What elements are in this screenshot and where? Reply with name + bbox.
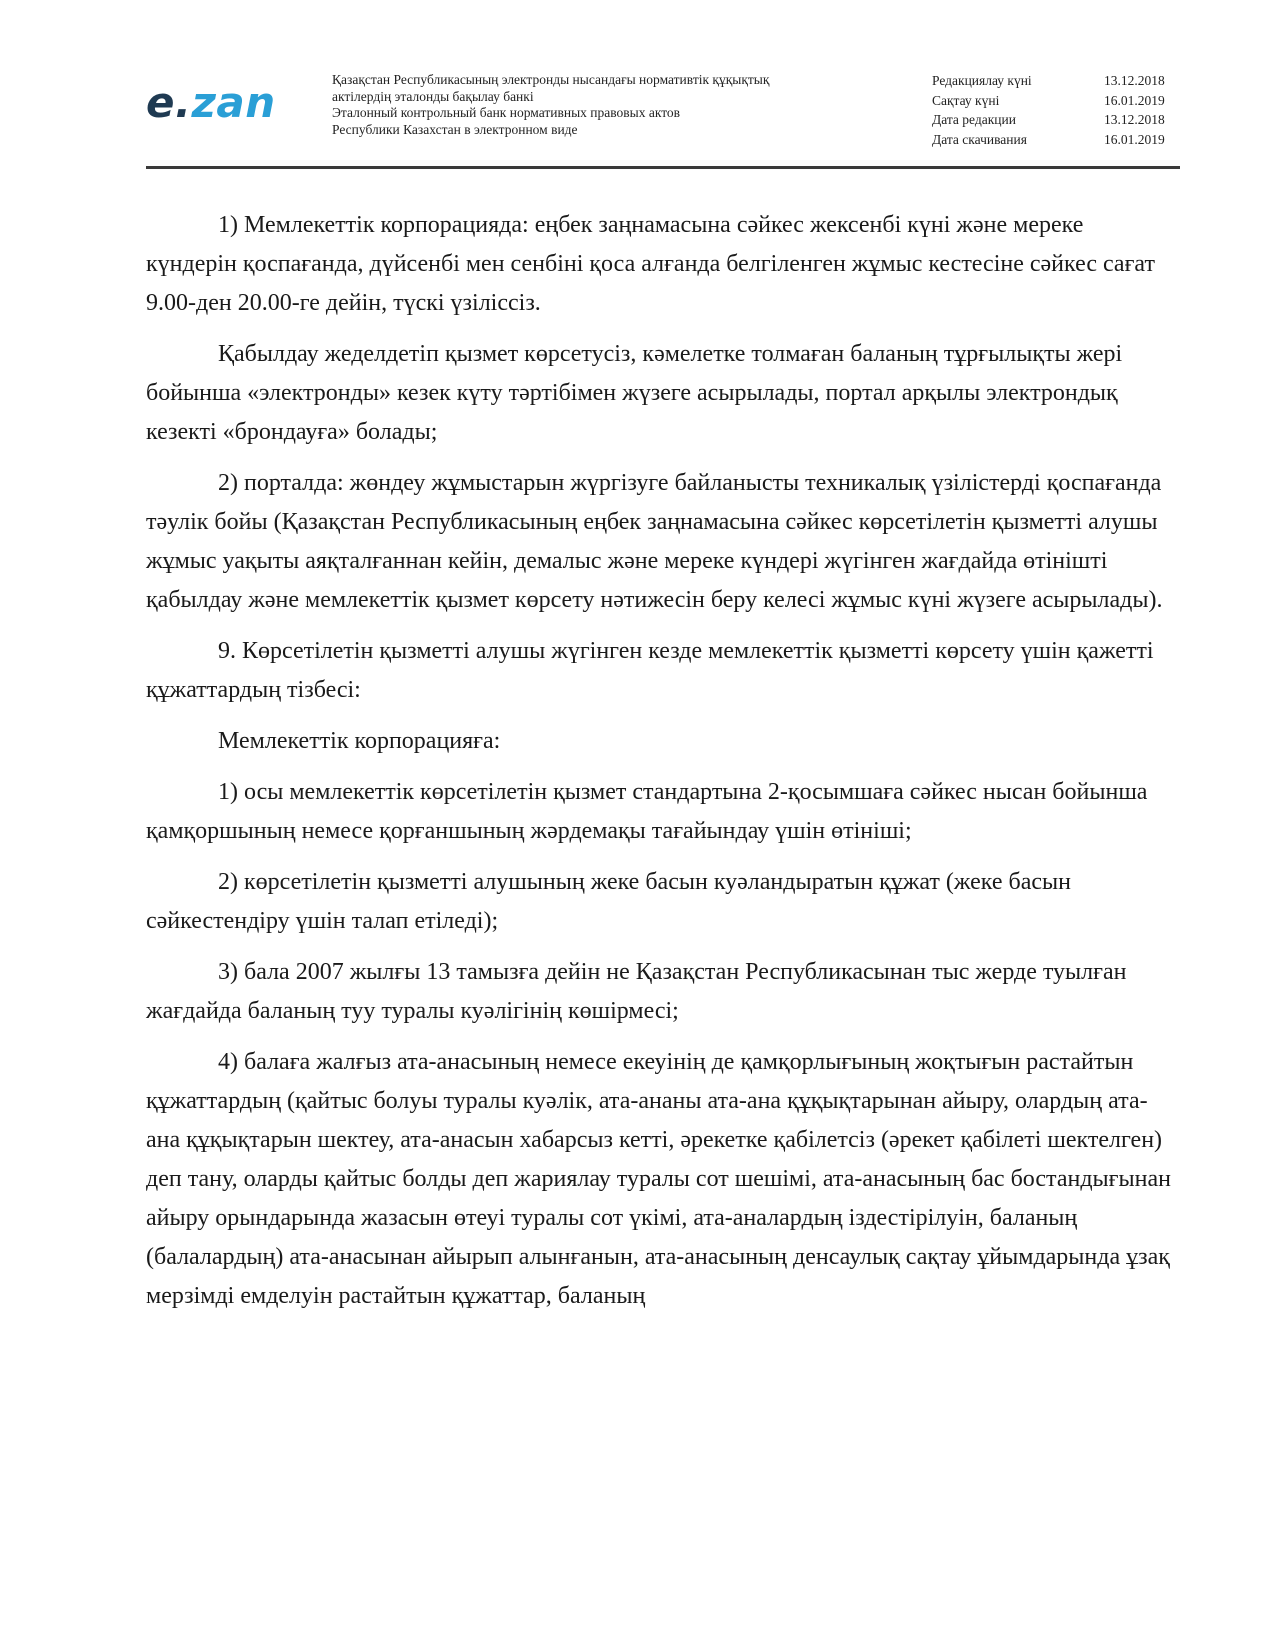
- body-paragraph: 1) Мемлекеттік корпорацияда: еңбек заңнамасына сәйкес жексенбі күні және мереке күндерін қоспағанда, дүйсенбі мен сенбіні қоса алғанда белгіленген жұмыс кестесіне сәйкес сағат 9.00-ден 20.00-ге дейін, түскі үзіліссіз.: [146, 212, 1155, 316]
- source-description: [332, 72, 892, 138]
- body-paragraph: 9. Көрсетілетін қызметті алушы жүгінген кезде мемлекеттік қызметті көрсету үшін қажетті құжаттардың тізбесі:: [146, 638, 1154, 703]
- body-paragraph: 3) бала 2007 жылғы 13 тамызға дейін не Қазақстан Республикасынан тыс жерде туылған жағдайда баланың туу туралы куәлігінің көшірмесі;: [146, 959, 1127, 1024]
- meta-label: Редакциялау күні: [932, 73, 1032, 88]
- meta-value: 16.01.2019: [1104, 92, 1165, 108]
- meta-value: 16.01.2019: [1104, 131, 1165, 147]
- meta-label: Дата редакции: [932, 112, 1016, 127]
- meta-label: Дата скачивания: [932, 131, 1027, 147]
- source-line: актілердің эталонды бақылау банкі: [332, 88, 534, 104]
- meta-row-edit-date-ru: [932, 110, 1180, 130]
- source-line: Республики Казахстан в электронном виде: [332, 121, 578, 137]
- meta-label: Сақтау күні: [932, 92, 1000, 108]
- meta-row-edit-date-kz: [932, 71, 1180, 91]
- body-paragraph: 4) балаға жалғыз ата-анасының немесе екеуінің де қамқорлығының жоқтығын растайтын құжаттардың (қайтыс болуы туралы куәлік, ата-ананы ата-ана құқықтарынан айыру, олардың ата-ана құқықтарын шектеу, ата-анасын хабарсыз кетті, әрекетке қабілетсіз (әрекет қабілеті шектелген) деп тану, оларды қайтыс болды деп жариялау туралы сот шешімі, ата-анасының бас бостандығынан айыру орындарында жазасын өтеуі туралы сот үкімі, ата-аналардың іздестірілуін, баланың (балалардың) ата-анасынан айырып алынғанын, ата-анасының денсаулық сақтау ұйымдарында ұзақ мерзімді емделуін растайтын құжаттар, баланың: [146, 1049, 1171, 1309]
- body-paragraph: Қабылдау жеделдетіп қызмет көрсетусіз, кәмелетке толмаған баланың тұрғылықты жері бойынша «электронды» кезек күту тәртібімен жүзеге асырылады, портал арқылы электрондық кезекті «брондауға» болады;: [146, 341, 1123, 445]
- body-paragraph: 1) осы мемлекеттік көрсетілетін қызмет стандартына 2-қосымшаға сәйкес нысан бойынша қамқоршының немесе қорғаншының жәрдемақы тағайындау үшін өтініші;: [146, 779, 1148, 844]
- logo-suffix: zan: [191, 78, 276, 127]
- ezan-logo: [146, 78, 276, 127]
- document-header: [146, 68, 1180, 169]
- meta-row-download-date-ru: [932, 130, 1180, 150]
- logo-dot: .: [175, 78, 192, 127]
- meta-row-save-date-kz: [932, 91, 1180, 111]
- document-dates: [932, 71, 1180, 149]
- logo-prefix: e: [146, 78, 175, 127]
- meta-value: 13.12.2018: [1104, 112, 1165, 127]
- body-paragraph: 2) көрсетілетін қызметті алушының жеке басын куәландыратын құжат (жеке басын сәйкестендіру үшін талап етіледі);: [146, 869, 1071, 934]
- meta-value: 13.12.2018: [1104, 73, 1165, 88]
- document-body: [146, 206, 1180, 1328]
- source-line: Эталонный контрольный банк нормативных правовых актов: [332, 105, 681, 120]
- body-paragraph: 2) порталда: жөндеу жұмыстарын жүргізуге байланысты техникалық үзілістерді қоспағанда тәулік бойы (Қазақстан Республикасының еңбек заңнамасына сәйкес көрсетілетін қызметті алушы жұмыс уақыты аяқталғаннан кейін, демалыс және мереке күндері жүгінген жағдайда өтінішті қабылдау және мемлекеттік қызмет көрсету нәтижесін беру келесі жұмыс күні жүзеге асырылады).: [146, 470, 1163, 613]
- source-line: Қазақстан Республикасының электронды нысандағы нормативтік құқықтық: [332, 72, 770, 87]
- body-paragraph: Мемлекеттік корпорацияға:: [218, 728, 501, 754]
